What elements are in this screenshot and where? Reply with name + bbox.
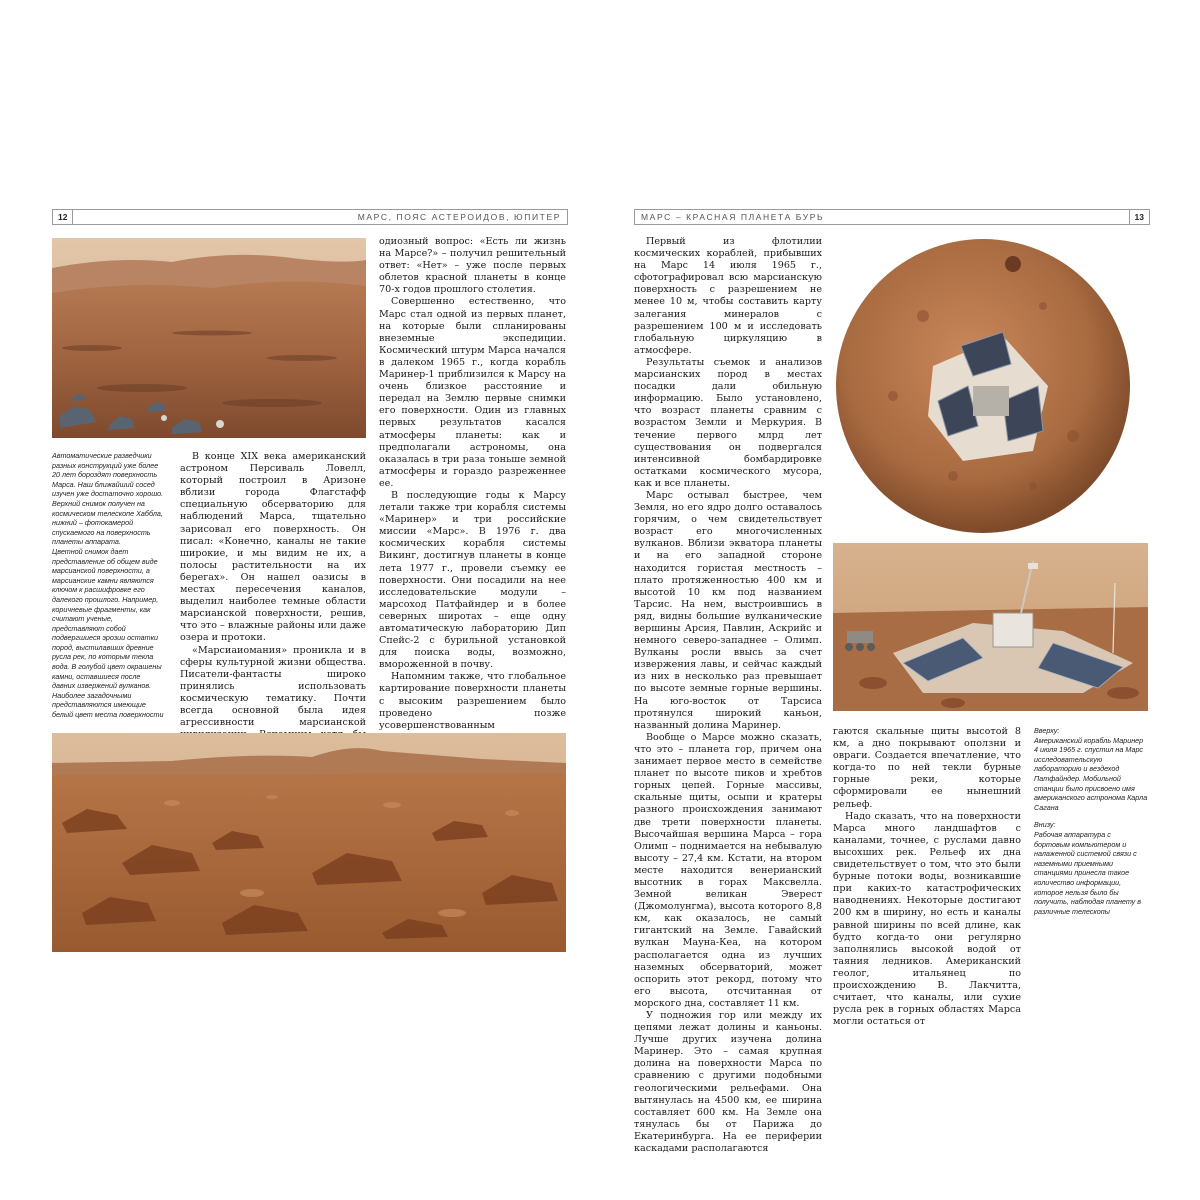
right-page <box>600 0 1200 1200</box>
paragraph: У подножия гор или между их цепями лежат долины и каньоны. Лучше других изучена долина Маринер. Это – самая крупная долина на поверхности Марса по сравнению с другими подобными геологическими рельефами. Она вытянулась на 4500 км, ее ширина составляет 600 км. На Земле она тянулась бы от Парижа до Екатеринбурга. На ее периферии каскадами располагаются <box>634 1010 822 1155</box>
paragraph: Совершенно естественно, что Марс стал одной из первых планет, на которые были спланированы внеземные экспедиции. Космический штурм Марса начался в далеком 1965 г., когда корабль Маринер-1 приблизился к Марсу на очень близкое расстояние и передал на Землю первые снимки его поверхности. Один из главных первых результатов касался атмосферы планеты: как и предполагали астрономы, она оказалась в три раза тоньше земной атмосферы и гораздо разреженнее ее. <box>379 296 566 489</box>
paragraph: «Марсиаиомания» проникла и в сферы культурной жизни общества. Писатели-фантасты широко принялись использовать космическую тематику. Почти всегда основной была идея агрессивности марсианской <box>180 644 366 729</box>
paragraph: Первый из флотилии космических кораблей, прибывших на Марс 14 июля 1965 г., сфотографировал всю марсианскую поверхность с разрешением не менее 10 м, чтобы составить карту залегания минералов с разрешением 100 м и исследовать глобальную циркуляцию в атмосфере. <box>634 236 822 356</box>
caption-bottom-label: Внизу: <box>1034 820 1056 830</box>
paragraph: В последующие годы к Марсу летали также три корабля системы «Маринер» и три российские миссии «Марс». В 1976 г. два космических корабля системы Викинг, достигнув планеты в конце лета 1977 г., провели съемку ее поверхности. Они посадили на нее исследовательские модули – марсоход Патфайндер и в более северных широтах – еще одну автоматическую лабораторию Дип Спейс-2 с бурильной установкой для поиска воды, возможно, вмороженной в почву. <box>379 489 566 671</box>
left-caption-paragraph: Цветной снимок дает представление об общем виде марсианской поверхности, а марсианские камни являются ключом к расшифровке его далекого прошлого. Например, коричневые фрагменты, как считают ученые, представляют собой подвергшиеся эрозии остатки пород, выстилавших древние русла рек, по которым текла вода. В голубой цвет окрашены камни, оставшиеся после давних извержений вулканов. Наиболее загадочными представляются имеющие белый цвет места поверхности <box>52 546 164 720</box>
left-page-number: 12 <box>58 212 68 222</box>
right-caption <box>1034 726 1148 916</box>
left-caption <box>52 451 164 720</box>
paragraph: Марс остывал быстрее, чем Земля, но его ядро долго оставалось горячим, о чем свидетельствует возраст его многочисленных вулканов. Вблизи экватора планеты и на его западной стороне находится гористая местность – плато протяженностью 400 км и высотой 10 км под названием Тарсис. На нем, выстроившись в ряд, видны большие вулканические вершины Арсия, Павлин, Аскрийс и немного северо-западнее – Олимп. Вулканы росли ввысь за счет извержения лавы, и сейчас каждый из них в несколько раз превышает по высоте земные горные вершины. На юго-восток от Тарсиса протянулся широкий каньон, названный долина Маринер. <box>634 489 822 731</box>
mars-landscape-photo <box>52 238 366 438</box>
paragraph: Результаты съемок и анализов марсианских пород в местах посадки дали обильную информацию. Было установлено, что возраст планеты сравним с возрастом Земли и Меркурия. В течение первого млрд лет существования он подвергался интенсивной бомбардировке остатками космического мусора, как и все планеты. <box>634 356 822 489</box>
lander-fisheye-photo <box>833 236 1148 534</box>
caption-bottom-text: Рабочая аппаратура с бортовым компьютером и налаженной системой связи с наземными приемными станциями принесла такое количество информации, которое нельзя было бы получить, наблюдая планету в различные телескопы <box>1034 829 1141 916</box>
right-page-number: 13 <box>1134 212 1144 222</box>
caption-top-label: Вверху: <box>1034 726 1060 735</box>
paragraph: Надо сказать, что на поверхности Марса много ландшафтов с каналами, точнее, с руслами давно высохших рек. Рельеф их дна свидетельствует о том, что это были бурные потоки воды, возникавшие при каких-то катастрофических наводнениях. Некоторые достигают 200 км в ширину, но есть и каналы равной ширины по всей длине, как будто когда-то они регулярно заполнялись высокой водой от таяния ледников. Американский геолог, итальянец по происхождению В. Лакчитта, считает, что каналы, или сухие русла рек в горных областях Марса могли остаться от <box>833 810 1021 1028</box>
left-running-head: МАРС, ПОЯС АСТЕРОИДОВ, ЮПИТЕР <box>357 212 561 222</box>
paragraph: Вообще о Марсе можно сказать, что это – планета гор, причем она занимает первое место в семействе планет по высоте пиков и хребтов горных цепей. Горные массивы, скальные щиты, осыпи и кратеры разного происхождения занимают две трети поверхности планеты. Высочайшая вершина Марса – гора Олимп – поднимается на небывалую высоту – 27,4 км. Кстати, на втором месте находится венерианский высотник в горах Максвелла. Земной великан Эверест (Джомолунгма), высота которого 8,8 км, как оказалось, не самый гигантский на Земле. Гавайский вулкан Мауна-Кеа, на котором располагается одна из лучших наземных обсерваторий, может оспорить этот рекорд, потому что его высота, отсчитанная от морского дна, составляет 11 км. <box>634 731 822 1009</box>
caption-top-text: Американский корабль Маринер 4 июля 1965 г. спустил на Марс исследовательскую лабораторию и вездеход Патфайндер. Мобильной станции было присвоено имя американского астронома Карла Сагана <box>1034 735 1148 812</box>
right-column-1 <box>634 236 822 1155</box>
right-running-header <box>634 209 1150 225</box>
right-column-2 <box>833 726 1021 1028</box>
paragraph: одиозный вопрос: «Есть ли жизнь на Марсе?» – получил решительный ответ: «Нет» – уже после первых облетов красной планеты в конце 70-х годов прошлого столетия. <box>379 236 566 296</box>
left-running-header <box>52 209 568 225</box>
pathfinder-rover-photo <box>833 543 1148 711</box>
paragraph: гаются скальные щиты высотой 8 км, а дно покрывают оползни и овраги. Создается впечатление, что когда-то по ней текли бурные горные реки, которые сформировали ее нынешний рельеф. <box>833 726 1021 810</box>
paragraph: Напомним также, что глобальное картирование поверхности планеты с высоким разрешением было проведено позже усовершенствованным <box>379 671 566 731</box>
left-caption-paragraph: Автоматические разведчики разных конструкций уже более 20 лет бороздят поверхность Марса. Наш ближайший сосед изучен уже достаточно хорошо. Верхний снимок получен на космическом телескопе Хаббла, нижний – фотокамерой спускаемого на поверхность планеты аппарата. <box>52 451 164 547</box>
paragraph: В конце XIX века американский астроном Персиваль Ловелл, который построил в Аризоне вблизи города Флагстафф специальную обсерваторию для наблюдений Марса, тщательно зарисовал его поверхность. Он писал: «Конечно, каналы не такие широкие, и мы видим не их, а полосы растительности на их берегах». Он нашел оазисы в местах пересечения каналов, выделил наиболее темные области марсианской поверхности, решив, что это – влажные районы или даже озера и протоки. <box>180 451 366 644</box>
mars-rocky-panorama-photo <box>52 733 566 952</box>
right-running-head: МАРС – КРАСНАЯ ПЛАНЕТА БУРЬ <box>641 212 825 222</box>
